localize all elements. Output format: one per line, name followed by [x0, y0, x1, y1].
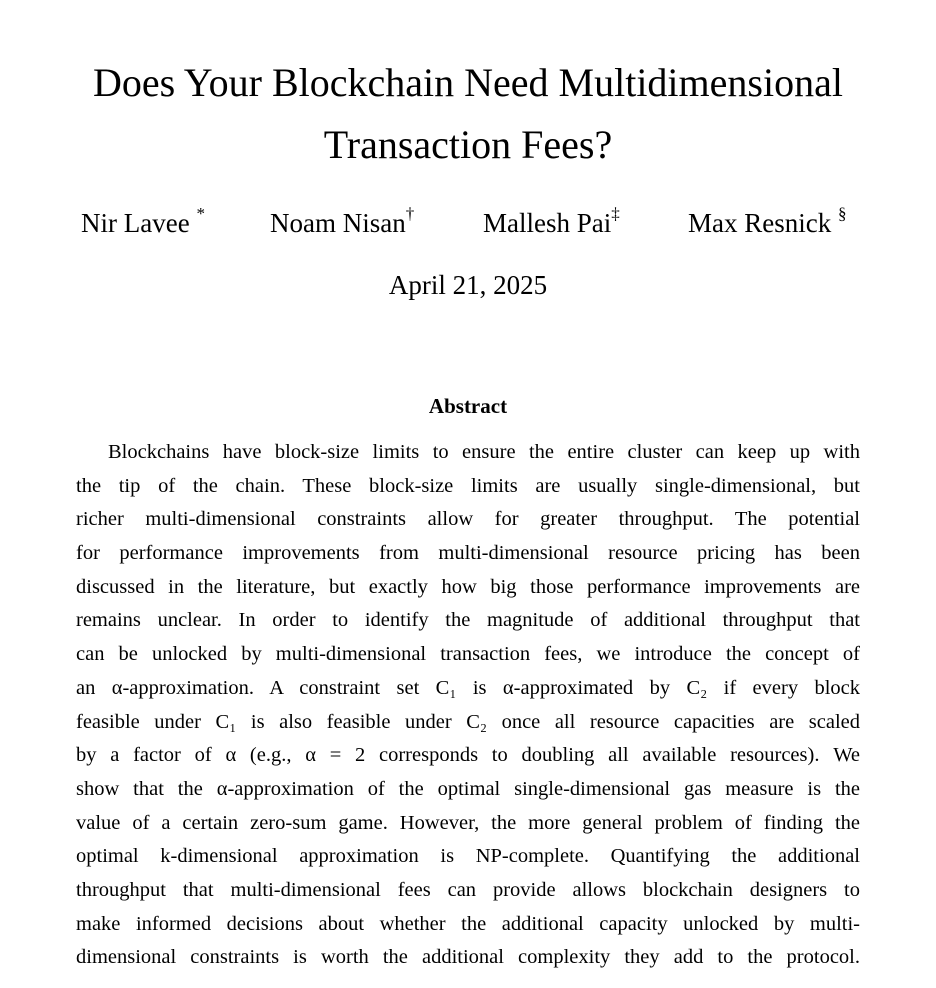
abstract-line: value of a certain zero-sum game. However, the more general problem of finding the: [76, 811, 860, 834]
author-list: [0, 204, 936, 248]
abstract-line: Blockchains have block-size limits to ensure the entire cluster can keep up with: [108, 441, 860, 463]
abstract-line: make informed decisions about whether the additional capacity unlocked by multi-: [76, 912, 860, 935]
author-footnote-mark: ‡: [611, 204, 620, 223]
abstract-line: for performance improvements from multi-dimensional resource pricing has been: [76, 542, 860, 565]
paper-date: April 21, 2025: [388, 270, 548, 300]
author-name: Noam Nisan: [270, 208, 406, 238]
author-footnote-mark: §: [837, 204, 847, 223]
abstract-line: remains unclear. In order to identify the magnitude of additional throughput that: [76, 609, 860, 632]
author-footnote-mark: *: [196, 204, 205, 223]
abstract-heading: Abstract: [428, 394, 508, 418]
author-name: Max Resnick: [688, 208, 832, 238]
author-2: [270, 204, 415, 239]
abstract-line: can be unlocked by multi-dimensional transaction fees, we introduce the concept of: [76, 643, 860, 666]
author-4: [688, 204, 847, 239]
author-1: [81, 204, 205, 239]
abstract-line: optimal k-dimensional approximation is NP-complete. Quantifying the additional: [76, 845, 860, 868]
abstract-body: [76, 436, 860, 975]
paper-title: [40, 52, 896, 176]
author-footnote-mark: †: [405, 204, 415, 223]
author-3: [483, 204, 620, 239]
author-name: Mallesh Pai: [483, 208, 612, 238]
abstract-line: richer multi-dimensional constraints allow for greater throughput. The potential: [76, 508, 860, 531]
abstract-line: show that the α-approximation of the optimal single-dimensional gas measure is the: [76, 777, 860, 800]
title-line-1: Does Your Blockchain Need Multidimensional: [93, 60, 843, 105]
abstract-line: feasible under C₁ is also feasible under C₂ once all resource capacities are scaled: [76, 710, 860, 733]
abstract-line: an α-approximation. A constraint set C₁ is α-approximated by C₂ if every block: [76, 676, 860, 699]
abstract-line: dimensional constraints is worth the additional complexity they add to the protocol.: [76, 946, 860, 969]
abstract-line: throughput that multi-dimensional fees can provide allows blockchain designers to: [76, 878, 860, 901]
author-name: Nir Lavee: [81, 208, 190, 238]
abstract-line: by a factor of α (e.g., α = 2 corresponds to doubling all available resources). We: [76, 744, 860, 767]
abstract-line: the tip of the chain. These block-size limits are usually single-dimensional, but: [76, 474, 860, 497]
title-line-2: Transaction Fees?: [323, 122, 613, 167]
abstract-line: discussed in the literature, but exactly how big those performance improvements are: [76, 575, 860, 598]
